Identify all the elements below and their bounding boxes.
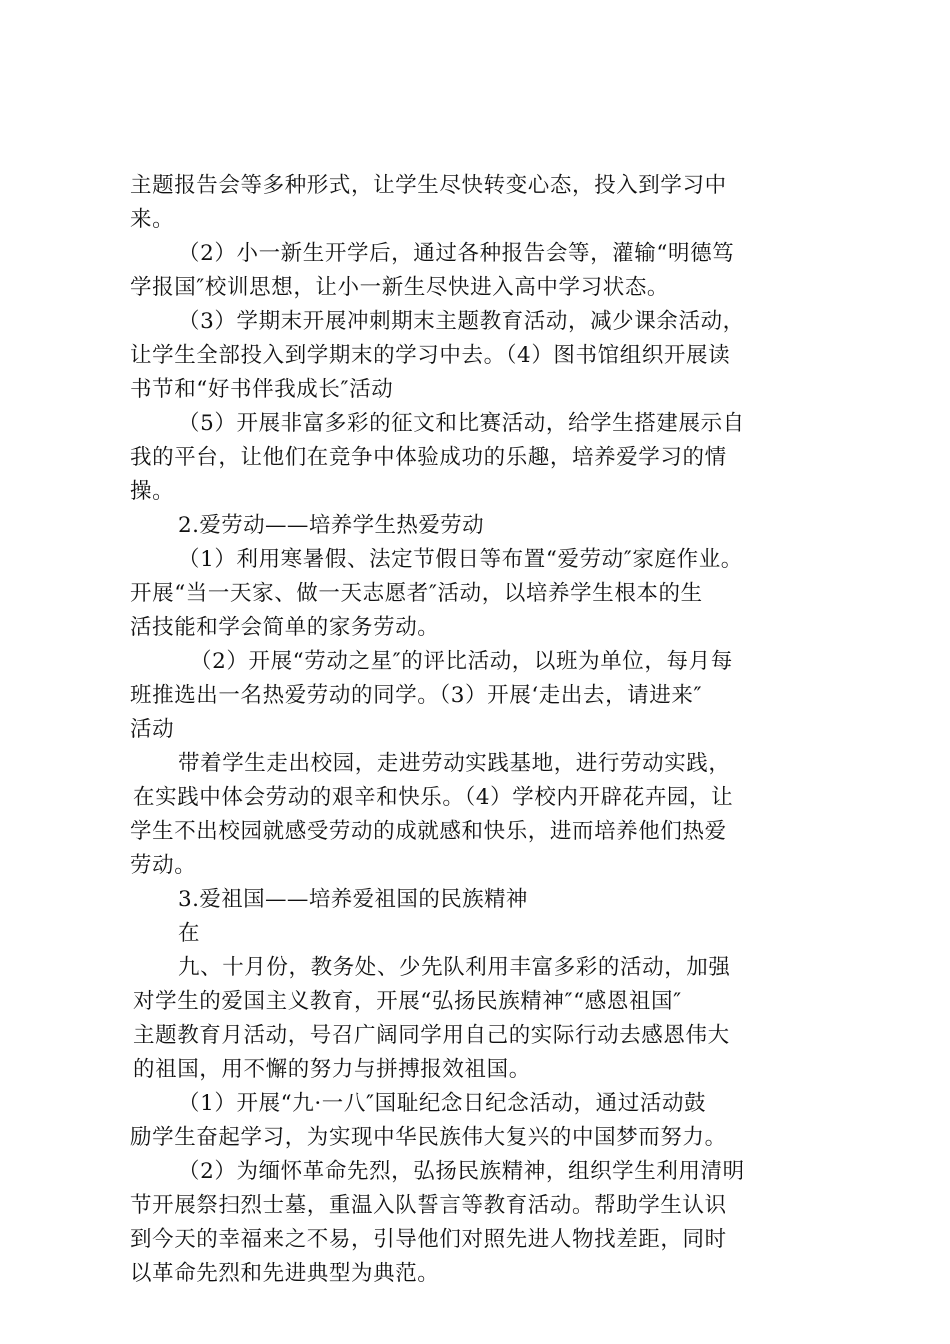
text-line: 书节和“好书伴我成长″活动 [130, 377, 394, 402]
text-line: （1）利用寒暑假、法定节假日等布置“爱劳动″家庭作业。 [178, 547, 743, 572]
text-line: 操。 [130, 479, 175, 504]
text-line: 活动 [130, 717, 175, 742]
text-line: （2）开展“劳动之星″的评比活动，以班为单位，每月每 [190, 649, 733, 674]
document-body [130, 169, 842, 1291]
text-line: 主题报告会等多种形式，让学生尽快转变心态，投入到学习中 [130, 173, 727, 198]
text-line: 开展“当一天家、做一天志愿者″活动，以培养学生根本的生 [130, 581, 703, 606]
text-line: 的祖国，用不懈的努力与拼搏报效祖国。 [133, 1057, 531, 1082]
section-heading: 2.爱劳动——培养学生热爱劳动 [178, 513, 485, 538]
text-line: （2）小一新生开学后，通过各种报告会等，灌输“明德笃 [178, 241, 735, 266]
text-line: 九、十月份，教务处、少先队利用丰富多彩的活动，加强 [178, 955, 731, 980]
text-line: 班推选出一名热爱劳动的同学。（3）开展‘走出去，请进来″ [130, 683, 703, 708]
text-line: 在 [178, 921, 201, 946]
text-line: 我的平台，让他们在竞争中体验成功的乐趣，培养爱学习的情 [130, 445, 727, 470]
text-line: （2）为缅怀革命先烈，弘扬民族精神，组织学生利用清明 [178, 1159, 745, 1184]
text-line: 在实践中体会劳动的艰辛和快乐。（4）学校内开辟花卉园，让 [133, 785, 734, 810]
text-line: 来。 [130, 207, 175, 232]
text-line: 对学生的爱国主义教育，开展“弘扬民族精神″“感恩祖国″ [133, 989, 682, 1014]
text-line: 以革命先烈和先进典型为典范。 [130, 1261, 440, 1286]
text-line: 学报国″校训思想，让小一新生尽快进入高中学习状态。 [130, 275, 670, 300]
text-line: 主题教育月活动，号召广阔同学用自己的实际行动去感恩伟大 [133, 1023, 730, 1048]
text-line: 到今天的幸福来之不易，引导他们对照先进人物找差距，同时 [130, 1227, 727, 1252]
text-line: 带着学生走出校园，走进劳动实践基地，进行劳动实践， [178, 751, 731, 776]
text-line: 活技能和学会简单的家务劳动。 [130, 615, 440, 640]
text-line: 学生不出校园就感受劳动的成就感和快乐，进而培养他们热爱 [130, 819, 727, 844]
text-line: （1）开展“九·一八″国耻纪念日纪念活动，通过活动鼓 [178, 1091, 707, 1116]
section-heading: 3.爱祖国——培养爱祖国的民族精神 [178, 887, 528, 912]
text-line: 让学生全部投入到学期末的学习中去。（4）图书馆组织开展读 [130, 343, 731, 368]
text-line: （5）开展非富多彩的征文和比赛活动，给学生搭建展示自 [178, 411, 745, 436]
text-line: 节开展祭扫烈士墓，重温入队誓言等教育活动。帮助学生认识 [130, 1193, 727, 1218]
text-line: （3）学期末开展冲刺期末主题教育活动，减少课余活动， [178, 309, 745, 334]
text-line: 劳动。 [130, 853, 197, 878]
text-line: 励学生奋起学习，为实现中华民族伟大复兴的中国梦而努力。 [130, 1125, 727, 1150]
